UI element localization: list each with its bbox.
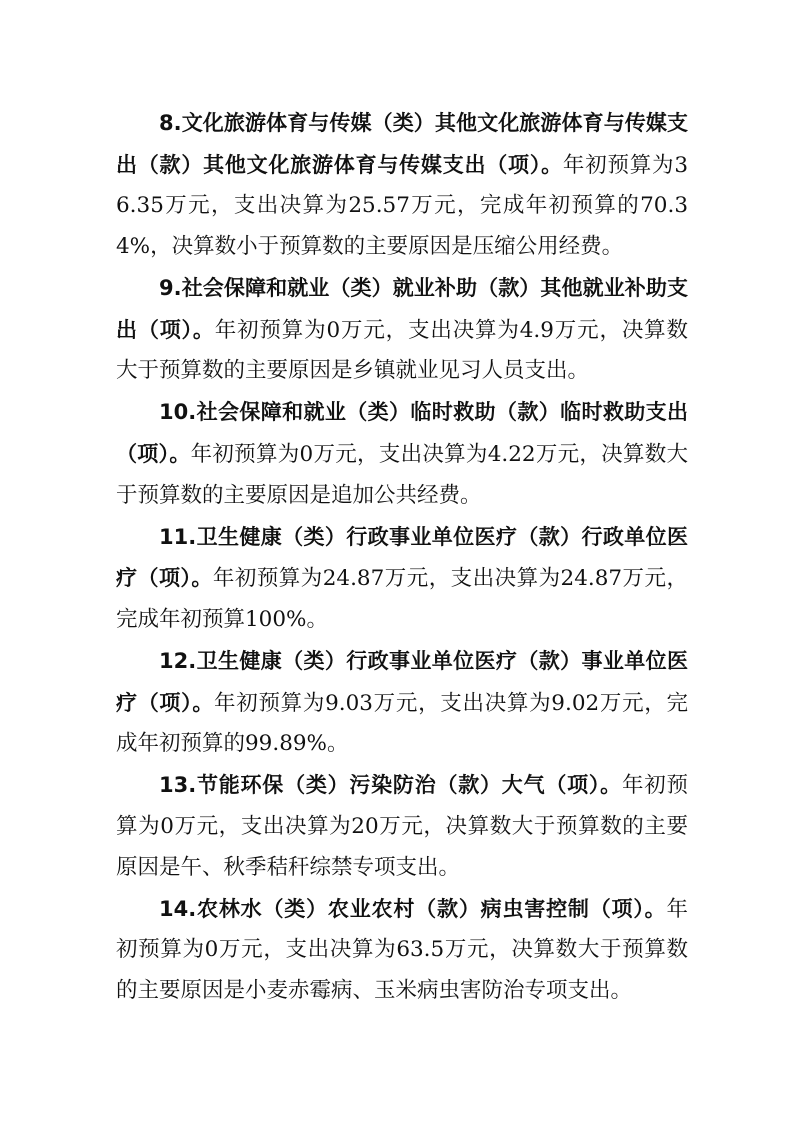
paragraph-item-12 — [116, 641, 688, 765]
item-heading: 10.社会保障和就业（类）临时救助（款）临时救助支出（项）。 — [116, 400, 688, 466]
item-body: 年初预算为24.87万元，支出决算为24.87万元，完成年初预算100%。 — [116, 566, 689, 632]
item-body: 年初预算为0万元，支出决算为4.22万元，决算数大于预算数的主要原因是追加公共经费。 — [116, 441, 689, 508]
paragraph-item-14 — [116, 889, 688, 1012]
item-body: 年初预算为0万元，支出决算为20万元，决算数大于预算数的主要原因是午、秋季秸秆综禁专项支出。 — [116, 773, 688, 880]
item-heading: 8.文化旅游体育与传媒（类）其他文化旅游体育与传媒支出（款）其他文化旅游体育与传媒支出（项）。 — [116, 111, 688, 177]
item-body: 年初预算为9.03万元，支出决算为9.02万元，完成年初预算的99.89%。 — [116, 690, 689, 757]
paragraph-item-13 — [116, 765, 688, 888]
item-heading: 13.节能环保（类）污染防治（款）大气（项）。 — [159, 773, 622, 798]
item-body: 年初预算为0万元，支出决算为63.5万元，决算数大于预算数的主要原因是小麦赤霉病、玉米病虫害防治专项支出。 — [116, 896, 688, 1004]
paragraph-item-11 — [116, 517, 688, 641]
document-page — [116, 103, 688, 1012]
paragraph-item-8 — [116, 103, 688, 267]
item-body: 年初预算为0万元，支出决算为4.9万元，决算数大于预算数的主要原因是乡镇就业见习人员支出。 — [116, 317, 689, 384]
item-heading: 12.卫生健康（类）行政事业单位医疗（款）事业单位医疗（项）。 — [116, 649, 688, 715]
paragraph-item-9 — [116, 268, 688, 392]
paragraph-item-10 — [116, 392, 688, 516]
item-heading: 9.社会保障和就业（类）就业补助（款）其他就业补助支出（项）。 — [116, 275, 688, 342]
item-heading: 11.卫生健康（类）行政事业单位医疗（款）行政单位医疗（项）。 — [116, 524, 688, 591]
item-heading: 14.农林水（类）农业农村（款）病虫害控制（项）。 — [159, 896, 667, 921]
item-body: 年初预算为36.35万元，支出决算为25.57万元，完成年初预算的70.34%，决算数小于预算数的主要原因是压缩公用经费。 — [116, 152, 688, 259]
